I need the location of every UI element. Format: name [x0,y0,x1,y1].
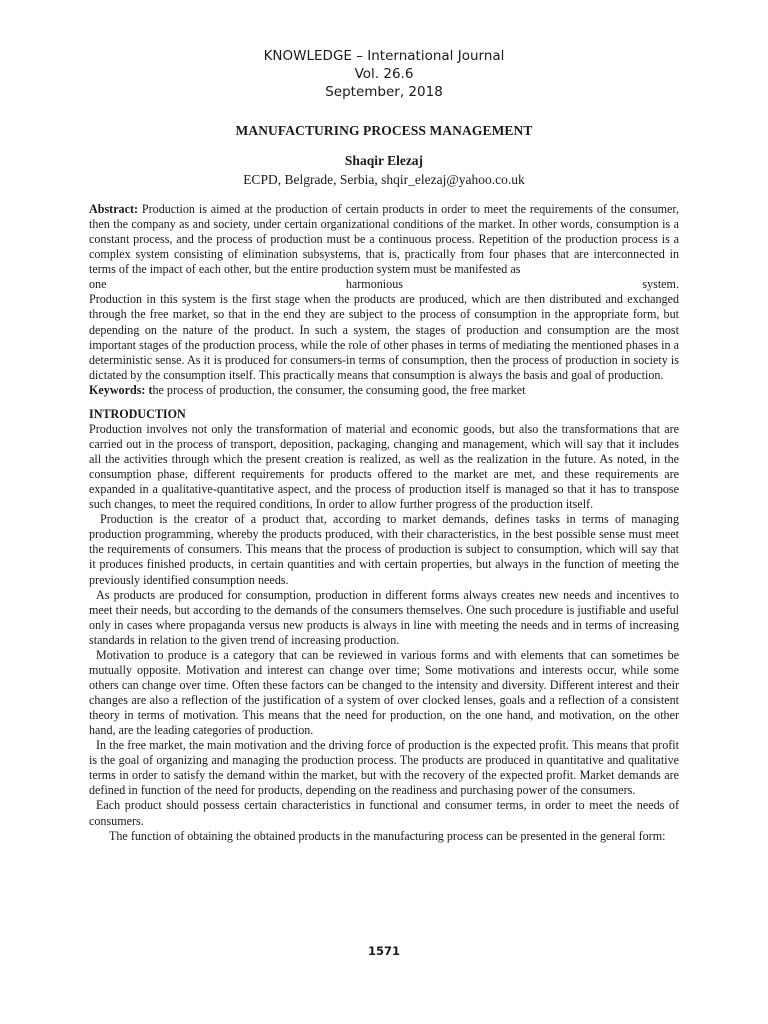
abstract-text: Production is aimed at the production of certain products in order to meet the requirements of the consumer, then the company as and society, under certain organizational conditions of the market. In other words, consumption is a constant process, and the process of production must be a continuous process. Repetition of the production process is a complex system consisting of elimination subsystems, that is, practically from four phases that are interconnected in terms of the impact of each other, but the entire production system must be manifested as [89,202,679,277]
abstract-label: Abstract: [89,202,139,216]
journal-volume: Vol. 26.6 [354,66,414,82]
abstract-paragraph [89,202,679,277]
keywords-text: he process of production, the consumer, the consuming good, the free market [152,382,526,397]
keywords-label: Keywords: t [89,382,153,397]
article-body [89,202,679,844]
keywords-line [89,383,679,398]
intro-paragraph-2: Production is the creator of a product that, according to market demands, defines tasks in terms of managing production programming, whereby the products produced, with their characteristics, in the best possible sense must meet the requirements of consumers. This means that the process of production is subject to consumption, which will say that it produces finished products, in certain quantities and with certain properties, but always in the function of meeting the previously identified consumption needs. [89,512,679,587]
abstract-word-system: system. [642,277,679,292]
journal-name: KNOWLEDGE – International Journal [263,48,505,64]
intro-paragraph-3: As products are produced for consumption, production in different forms always creates new needs and incentives to meet their needs, but according to the demands of the consumers themselves. One such procedure is justifiable and useful only in cases where propaganda versus new products is always in line with meeting the needs and in terms of increasing standards in relation to the given trend of increasing production. [89,587,679,647]
abstract-word-one: one [89,277,107,292]
abstract-word-harmonious: harmonious [345,277,403,292]
abstract-justified-line [89,277,679,292]
author-name: Shaqir Elezaj [344,153,424,168]
intro-paragraph-5: In the free market, the main motivation and the driving force of production is the expected profit. This means that profit is the goal of organizing and managing the production process. The products are produced in quantitative and qualitative terms in order to satisfy the demand within the market, but with the recovery of the expected profit. Market demands are defined in function of the need for products, depending on the readiness and purchasing power of the consumers. [89,738,679,798]
author-affiliation: ECPD, Belgrade, Serbia, shqir_elezaj@yahoo.co.uk [243,172,525,187]
intro-paragraph-1: Production involves not only the transformation of material and economic goods, but also the transformations that are carried out in the process of transport, deposition, packaging, changing and management, which will say that it includes all the activities through which the present creation is realized, as well as the realization in the future. As noted, in the consumption phase, different requirements for products offered to the market are met, and these requirements are expanded in a qualitative-quantitative aspect, and the process of production itself is managed so that it has to transpose such changes, to meet the required conditions, In order to allow further progress of the production itself. [89,421,679,512]
journal-date: September, 2018 [325,84,443,100]
abstract-paragraph-2: Production in this system is the first stage when the products are produced, which are then distributed and exchanged through the free market, so that in the end they are subject to the process of consumption in the appropriate form, but depending on the nature of the product. In such a system, the stages of production and consumption are the most important stages of the production process, while the role of other phases in terms of mediating the mentioned phases in a deterministic sense. As it is produced for consumers-in terms of consumption, then the process of production in society is dictated by the consumption itself. This practically means that consumption is always the basis and goal of production. [89,292,679,382]
article-title: MANUFACTURING PROCESS MANAGEMENT [235,123,533,138]
intro-paragraph-6: Each product should possess certain characteristics in functional and consumer terms, in order to meet the needs of consumers. [89,798,679,828]
intro-paragraph-7: The function of obtaining the obtained products in the manufacturing process can be presented in the general form: [109,828,666,843]
intro-paragraph-4: Motivation to produce is a category that can be reviewed in various forms and with elements that can sometimes be mutually opposite. Motivation and interest can change over time; Some motivations and interests occur, while some others can change over time. Often these factors can be changed to the intensity and diversity. Different interest and their changes are also a reflection of the justification of a system of over clocked lenses, goals and a reflection of a consistent theory in terms of motivation. This means that the need for production, on the one hand, and motivation, on the other hand, are the leading categories of production. [89,647,679,738]
section-heading-introduction: INTRODUCTION [89,406,186,421]
page-number: 1571 [367,944,400,958]
